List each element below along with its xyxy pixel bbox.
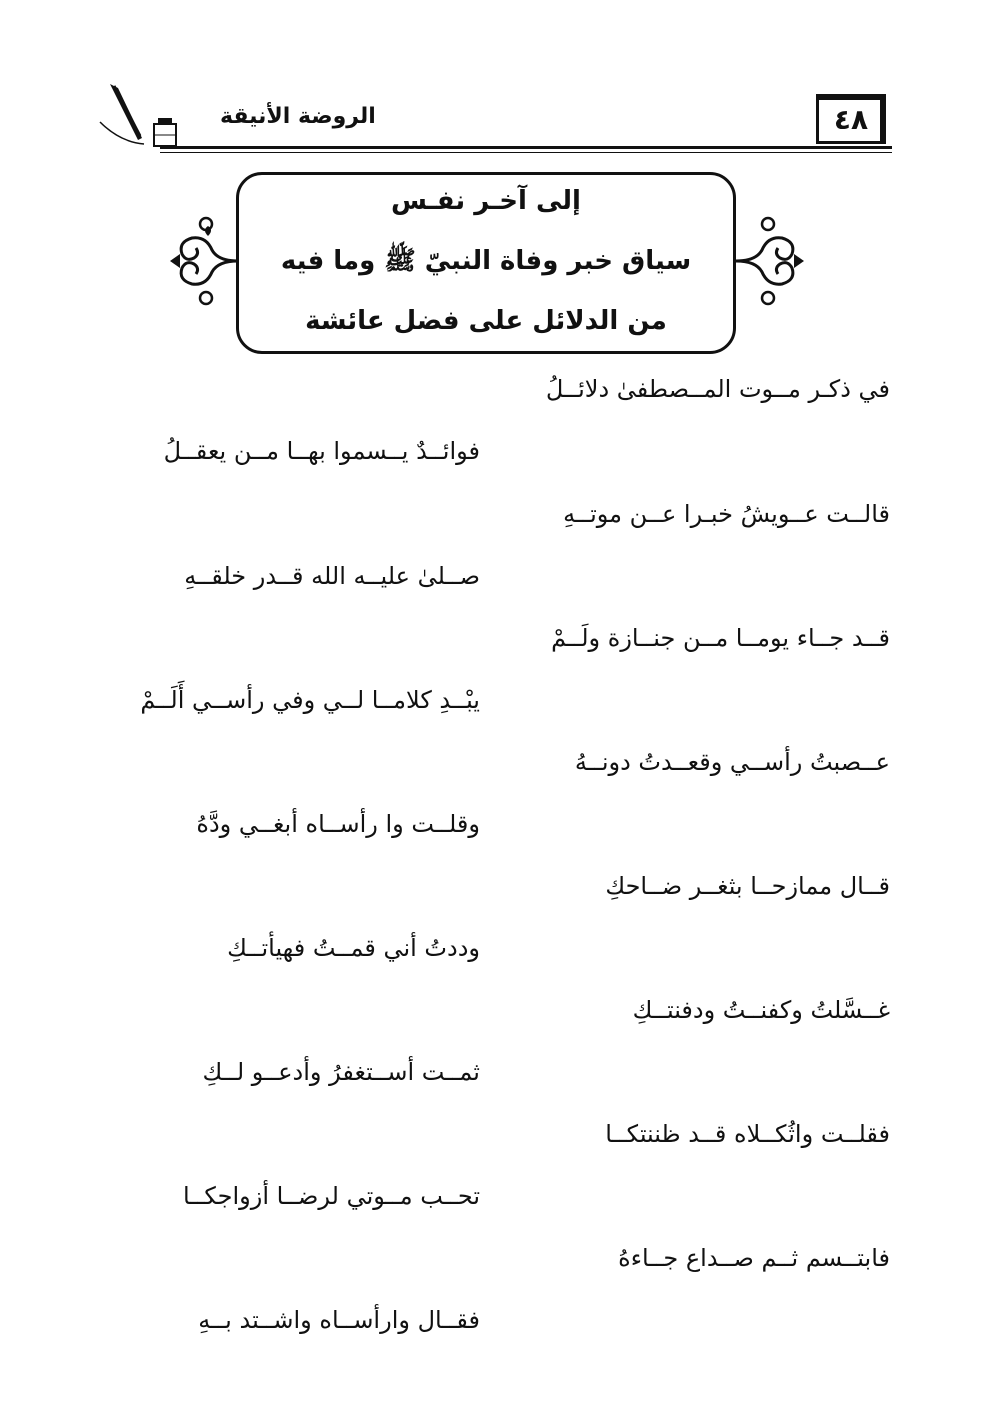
header-rule [160,146,892,149]
page-header [60,80,892,160]
verse-line: قــال ممازحــا بثغــر ضــاحكِ [605,872,890,900]
verse-line: غــسَّلتُ وكفنــتُ ودفنتــكِ [632,996,890,1024]
verse-line: قالــت عــويشُ خبـرا عــن موتــهِ [563,500,890,528]
header-rule-thin [160,152,892,153]
section-title-line-1: إلى آخـر نفـس [391,186,581,216]
section-title-frame [236,172,736,354]
verse-line: وددتُ أني قمــتُ فهيأتــكِ [227,934,480,962]
verse-line: يبْــدِ كلامــا لــي وفي رأســي أَلَــمْ [140,686,480,714]
quill-inkwell-icon [80,82,190,154]
verse-line: فوائــدٌ يــسموا بهــا مــن يعقــلُ [163,437,480,465]
section-title-line-3: من الدلائل على فضل عائشة [305,306,667,336]
verse-line: صــلىٰ عليــه الله قــدر خلقــهِ [184,562,480,590]
verse-line: عــصبتُ رأســي وقعــدتُ دونــهُ [574,748,890,776]
verse-line: في ذكـر مــوت المــصطفىٰ دلائــلُ [545,375,890,403]
section-title-line-2: سياق خبر وفاة النبيّ ﷺ وما فيه [280,246,692,276]
verse-line: قــد جــاء يومــا مــن جنــازة ولَــمْ [551,624,890,652]
book-title: الروضة الأنيقة [220,104,376,129]
page-number: ٤٨ [816,94,886,144]
ornament-left-icon [168,216,240,306]
verse-line: وقلــت وا رأســاه أبغــي ودَّهُ [196,810,480,838]
verse-line: تحــب مــوتي لرضــا أزواجكــا [183,1182,480,1210]
verse-line: ثمــت أســتغفرُ وأدعــو لــكِ [202,1058,480,1086]
verse-line: فقــال وارأســاه واشــتد بــهِ [198,1306,480,1334]
ornament-right-icon [734,216,806,306]
verse-line: فقلــت واثُكــلاه قــد ظننتكــا [605,1120,890,1148]
verse-line: فابتــسم ثــم صــداع جــاءهُ [618,1244,890,1272]
